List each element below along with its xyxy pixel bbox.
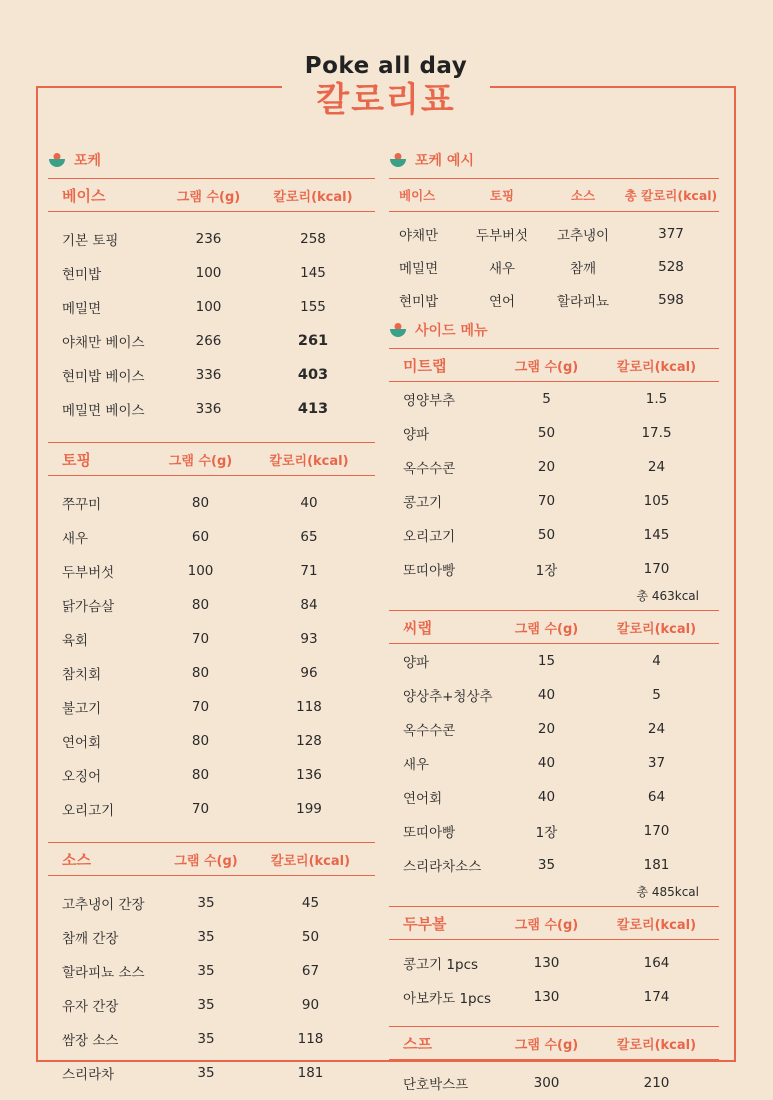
item-grams: 336 xyxy=(195,401,222,417)
item-name: 기본 토핑 xyxy=(62,233,119,249)
header-cell: 그램 수(g) xyxy=(499,1027,594,1060)
item-grams: 80 xyxy=(191,597,210,613)
header-cell: 그램 수(g) xyxy=(166,843,246,876)
header-cell: 칼로리(kcal) xyxy=(251,179,375,212)
poke-bowl-icon xyxy=(48,151,66,169)
table-row xyxy=(389,416,719,450)
item-kcal: 181 xyxy=(643,857,670,873)
item-kcal: 170 xyxy=(643,561,670,577)
header-cell: 베이스 xyxy=(48,179,166,212)
header-cell: 그램 수(g) xyxy=(499,907,594,940)
item-kcal: 136 xyxy=(296,767,322,783)
item-grams: 80 xyxy=(191,665,210,681)
base-table xyxy=(48,178,375,426)
poke-heading-label: 포케 xyxy=(74,153,102,169)
item-kcal: 181 xyxy=(297,1065,324,1081)
side-heading xyxy=(389,318,719,342)
header-cell: 씨랩 xyxy=(389,611,499,644)
table-header-row xyxy=(389,611,719,644)
item-name: 새우 xyxy=(403,757,430,773)
table-row xyxy=(48,486,375,520)
item-name: 참깨 간장 xyxy=(62,931,119,947)
item-name: 연어회 xyxy=(403,791,443,807)
item-grams: 40 xyxy=(537,755,556,771)
table-row xyxy=(389,678,719,712)
item-kcal: 65 xyxy=(300,529,318,545)
item-name: 육회 xyxy=(62,633,89,649)
item-name: 아보카도 1pcs xyxy=(403,991,492,1007)
item-kcal: 164 xyxy=(643,955,670,971)
table-row xyxy=(48,656,375,690)
table-header-row xyxy=(389,349,719,382)
item-grams: 70 xyxy=(191,699,210,715)
table-row xyxy=(48,520,375,554)
table-row xyxy=(389,848,719,882)
example-base: 현미밥 xyxy=(399,293,439,310)
item-kcal: 96 xyxy=(300,665,318,681)
item-grams: 50 xyxy=(537,425,556,441)
item-kcal: 50 xyxy=(301,929,320,945)
table-row xyxy=(48,358,375,392)
example-sauce: 참깨 xyxy=(569,260,597,277)
item-grams: 130 xyxy=(533,955,560,971)
item-name: 메밀면 베이스 xyxy=(62,403,145,419)
item-kcal: 5 xyxy=(652,687,661,703)
poke-bowl-icon xyxy=(389,151,407,169)
item-kcal: 105 xyxy=(643,493,670,509)
item-kcal: 118 xyxy=(296,699,322,715)
table-row xyxy=(389,814,719,848)
table-row xyxy=(48,392,375,426)
table-row xyxy=(389,1066,719,1100)
item-name: 고추냉이 간장 xyxy=(62,897,145,913)
example-base: 메밀면 xyxy=(399,260,439,277)
example-topping: 연어 xyxy=(488,293,516,310)
item-name: 할라피뇨 소스 xyxy=(62,965,145,981)
item-name: 새우 xyxy=(62,531,89,547)
item-name: 야채만 베이스 xyxy=(62,335,145,351)
table-header-row xyxy=(389,1027,719,1060)
table-row xyxy=(48,758,375,792)
tofubowl-table xyxy=(389,906,719,1014)
item-name: 오리고기 xyxy=(403,529,456,545)
topping-table xyxy=(48,442,375,826)
item-name: 오징어 xyxy=(62,769,102,785)
example-topping: 새우 xyxy=(488,260,516,277)
header-cell: 그램 수(g) xyxy=(499,349,594,382)
item-kcal: 37 xyxy=(647,755,666,771)
ssamwrap-total: 총 485kcal xyxy=(636,885,699,899)
item-name: 불고기 xyxy=(62,701,102,717)
table-row xyxy=(389,552,719,586)
ssamwrap-table xyxy=(389,610,719,882)
item-name: 양파 xyxy=(403,427,430,443)
item-grams: 70 xyxy=(191,631,210,647)
item-name: 참치회 xyxy=(62,667,102,683)
item-kcal: 145 xyxy=(300,265,326,281)
item-name: 두부버섯 xyxy=(62,565,115,581)
header-cell: 칼로리(kcal) xyxy=(594,349,719,382)
right-column xyxy=(389,148,719,1100)
table-row xyxy=(48,724,375,758)
item-name: 영양부추 xyxy=(403,393,456,409)
item-name: 메밀면 xyxy=(62,301,102,317)
item-name: 유자 간장 xyxy=(62,999,119,1015)
table-row xyxy=(48,886,375,920)
poke-bowl-icon xyxy=(389,321,407,339)
table-header-row xyxy=(48,179,375,212)
example-kcal: 528 xyxy=(658,258,684,275)
example-sauce: 할라피뇨 xyxy=(556,293,610,310)
item-name: 스리라차소스 xyxy=(403,859,482,875)
item-grams: 100 xyxy=(187,563,214,579)
item-grams: 40 xyxy=(537,687,556,703)
item-grams: 35 xyxy=(197,1031,215,1047)
item-kcal: 1.5 xyxy=(645,391,668,407)
item-grams: 35 xyxy=(197,895,215,911)
table-row xyxy=(389,250,719,283)
item-kcal: 258 xyxy=(300,231,326,247)
table-row xyxy=(389,283,719,316)
item-grams: 80 xyxy=(191,495,210,511)
table-header-row xyxy=(48,443,375,476)
table-header-row xyxy=(389,179,719,212)
example-sauce: 고추냉이 xyxy=(556,227,610,244)
item-name: 현미밥 베이스 xyxy=(62,369,145,385)
item-name: 옥수수콘 xyxy=(403,723,456,739)
table-header-row xyxy=(389,907,719,940)
item-kcal: 17.5 xyxy=(641,425,672,441)
table-row xyxy=(389,644,719,679)
poke-column xyxy=(48,148,375,1090)
item-kcal: 84 xyxy=(300,597,318,613)
title-block xyxy=(282,50,490,124)
item-name: 단호박스프 xyxy=(403,1077,469,1093)
table-row xyxy=(389,780,719,814)
header-cell: 총 칼로리(kcal) xyxy=(623,179,719,212)
table-row xyxy=(48,622,375,656)
header-cell: 칼로리(kcal) xyxy=(594,907,719,940)
item-name: 쭈꾸미 xyxy=(62,497,102,513)
header-cell: 두부볼 xyxy=(389,907,499,940)
table-row xyxy=(48,954,375,988)
side-heading-label: 사이드 메뉴 xyxy=(415,323,488,339)
sauce-table xyxy=(48,842,375,1090)
table-row xyxy=(48,554,375,588)
table-row xyxy=(389,217,719,250)
item-grams: 70 xyxy=(191,801,210,817)
table-row xyxy=(48,920,375,954)
table-row xyxy=(389,980,719,1014)
item-kcal: 71 xyxy=(300,563,318,579)
header-cell: 미트랩 xyxy=(389,349,499,382)
item-grams: 266 xyxy=(195,333,222,349)
item-grams: 1장 xyxy=(535,563,558,579)
item-kcal: 199 xyxy=(296,801,322,817)
item-kcal: 4 xyxy=(652,653,661,669)
header-cell: 칼로리(kcal) xyxy=(594,1027,719,1060)
item-name: 양파 xyxy=(403,655,430,671)
item-kcal: 155 xyxy=(300,299,326,315)
item-kcal: 93 xyxy=(300,631,318,647)
header-cell: 그램 수(g) xyxy=(166,179,251,212)
item-name: 옥수수콘 xyxy=(403,461,456,477)
item-grams: 130 xyxy=(533,989,560,1005)
meatwrap-total: 총 463kcal xyxy=(636,589,699,603)
table-row xyxy=(48,690,375,724)
meatwrap-table xyxy=(389,348,719,586)
item-kcal: 90 xyxy=(301,997,320,1013)
header-cell: 칼로리(kcal) xyxy=(246,843,375,876)
item-grams: 1장 xyxy=(535,825,558,841)
item-grams: 100 xyxy=(195,299,222,315)
table-row xyxy=(48,222,375,256)
header-cell: 베이스 xyxy=(389,179,461,212)
item-grams: 50 xyxy=(537,527,556,543)
header-cell: 소스 xyxy=(543,179,623,212)
table-header-row xyxy=(48,843,375,876)
item-kcal: 413 xyxy=(297,401,329,417)
item-name: 연어회 xyxy=(62,735,102,751)
brand-name: Poke all day xyxy=(304,53,468,79)
item-name: 닭가슴살 xyxy=(62,599,115,615)
item-kcal: 210 xyxy=(643,1075,670,1091)
header-cell: 토핑 xyxy=(48,443,158,476)
item-name: 콩고기 xyxy=(403,495,443,511)
item-grams: 35 xyxy=(537,857,556,873)
item-grams: 100 xyxy=(195,265,222,281)
item-grams: 35 xyxy=(197,929,215,945)
table-row xyxy=(48,290,375,324)
item-grams: 236 xyxy=(195,231,222,247)
item-kcal: 118 xyxy=(297,1031,324,1047)
table-row xyxy=(48,792,375,826)
item-kcal: 403 xyxy=(297,367,329,383)
item-name: 콩고기 1pcs xyxy=(403,957,479,973)
header-cell: 그램 수(g) xyxy=(499,611,594,644)
item-grams: 60 xyxy=(191,529,210,545)
item-kcal: 261 xyxy=(297,333,329,349)
item-name: 오리고기 xyxy=(62,803,115,819)
item-grams: 35 xyxy=(197,1065,215,1081)
item-grams: 300 xyxy=(533,1075,560,1091)
item-grams: 20 xyxy=(537,459,556,475)
item-kcal: 64 xyxy=(647,789,666,805)
table-row xyxy=(48,988,375,1022)
item-grams: 15 xyxy=(537,653,556,669)
example-kcal: 377 xyxy=(658,225,684,242)
item-kcal: 24 xyxy=(647,459,666,475)
table-row xyxy=(389,712,719,746)
item-grams: 336 xyxy=(195,367,222,383)
item-grams: 5 xyxy=(542,391,551,407)
example-heading-label: 포케 예시 xyxy=(415,153,474,169)
header-cell: 소스 xyxy=(48,843,166,876)
table-row xyxy=(48,256,375,290)
table-row xyxy=(389,946,719,980)
item-name: 또띠아빵 xyxy=(403,563,456,579)
table-row xyxy=(389,484,719,518)
header-cell: 칼로리(kcal) xyxy=(243,443,375,476)
item-grams: 70 xyxy=(537,493,556,509)
poke-heading xyxy=(48,148,375,172)
table-row xyxy=(389,382,719,417)
item-grams: 35 xyxy=(197,997,215,1013)
item-kcal: 170 xyxy=(643,823,670,839)
table-row xyxy=(389,450,719,484)
item-grams: 20 xyxy=(537,721,556,737)
item-name: 스리라차 xyxy=(62,1067,115,1083)
header-cell: 토핑 xyxy=(461,179,543,212)
item-kcal: 45 xyxy=(301,895,320,911)
table-row xyxy=(48,1056,375,1090)
item-kcal: 24 xyxy=(647,721,666,737)
item-kcal: 128 xyxy=(296,733,322,749)
item-kcal: 174 xyxy=(643,989,670,1005)
soup-table xyxy=(389,1026,719,1100)
item-name: 현미밥 xyxy=(62,267,102,283)
item-grams: 80 xyxy=(191,767,210,783)
table-row xyxy=(389,746,719,780)
example-table xyxy=(389,178,719,316)
item-grams: 40 xyxy=(537,789,556,805)
header-cell: 스프 xyxy=(389,1027,499,1060)
example-topping: 두부버섯 xyxy=(475,227,529,244)
header-cell: 칼로리(kcal) xyxy=(594,611,719,644)
item-name: 또띠아빵 xyxy=(403,825,456,841)
item-grams: 80 xyxy=(191,733,210,749)
example-base: 야채만 xyxy=(399,227,439,244)
item-name: 양상추+청상추 xyxy=(403,689,493,705)
item-kcal: 145 xyxy=(643,527,670,543)
table-row xyxy=(48,1022,375,1056)
item-kcal: 40 xyxy=(300,495,318,511)
example-heading xyxy=(389,148,719,172)
item-grams: 35 xyxy=(197,963,215,979)
example-kcal: 598 xyxy=(658,291,684,308)
item-name: 쌈장 소스 xyxy=(62,1033,119,1049)
table-row xyxy=(389,518,719,552)
table-row xyxy=(48,588,375,622)
table-row xyxy=(48,324,375,358)
item-kcal: 67 xyxy=(301,963,320,979)
page-title: 칼로리표 xyxy=(316,80,456,120)
header-cell: 그램 수(g) xyxy=(158,443,243,476)
